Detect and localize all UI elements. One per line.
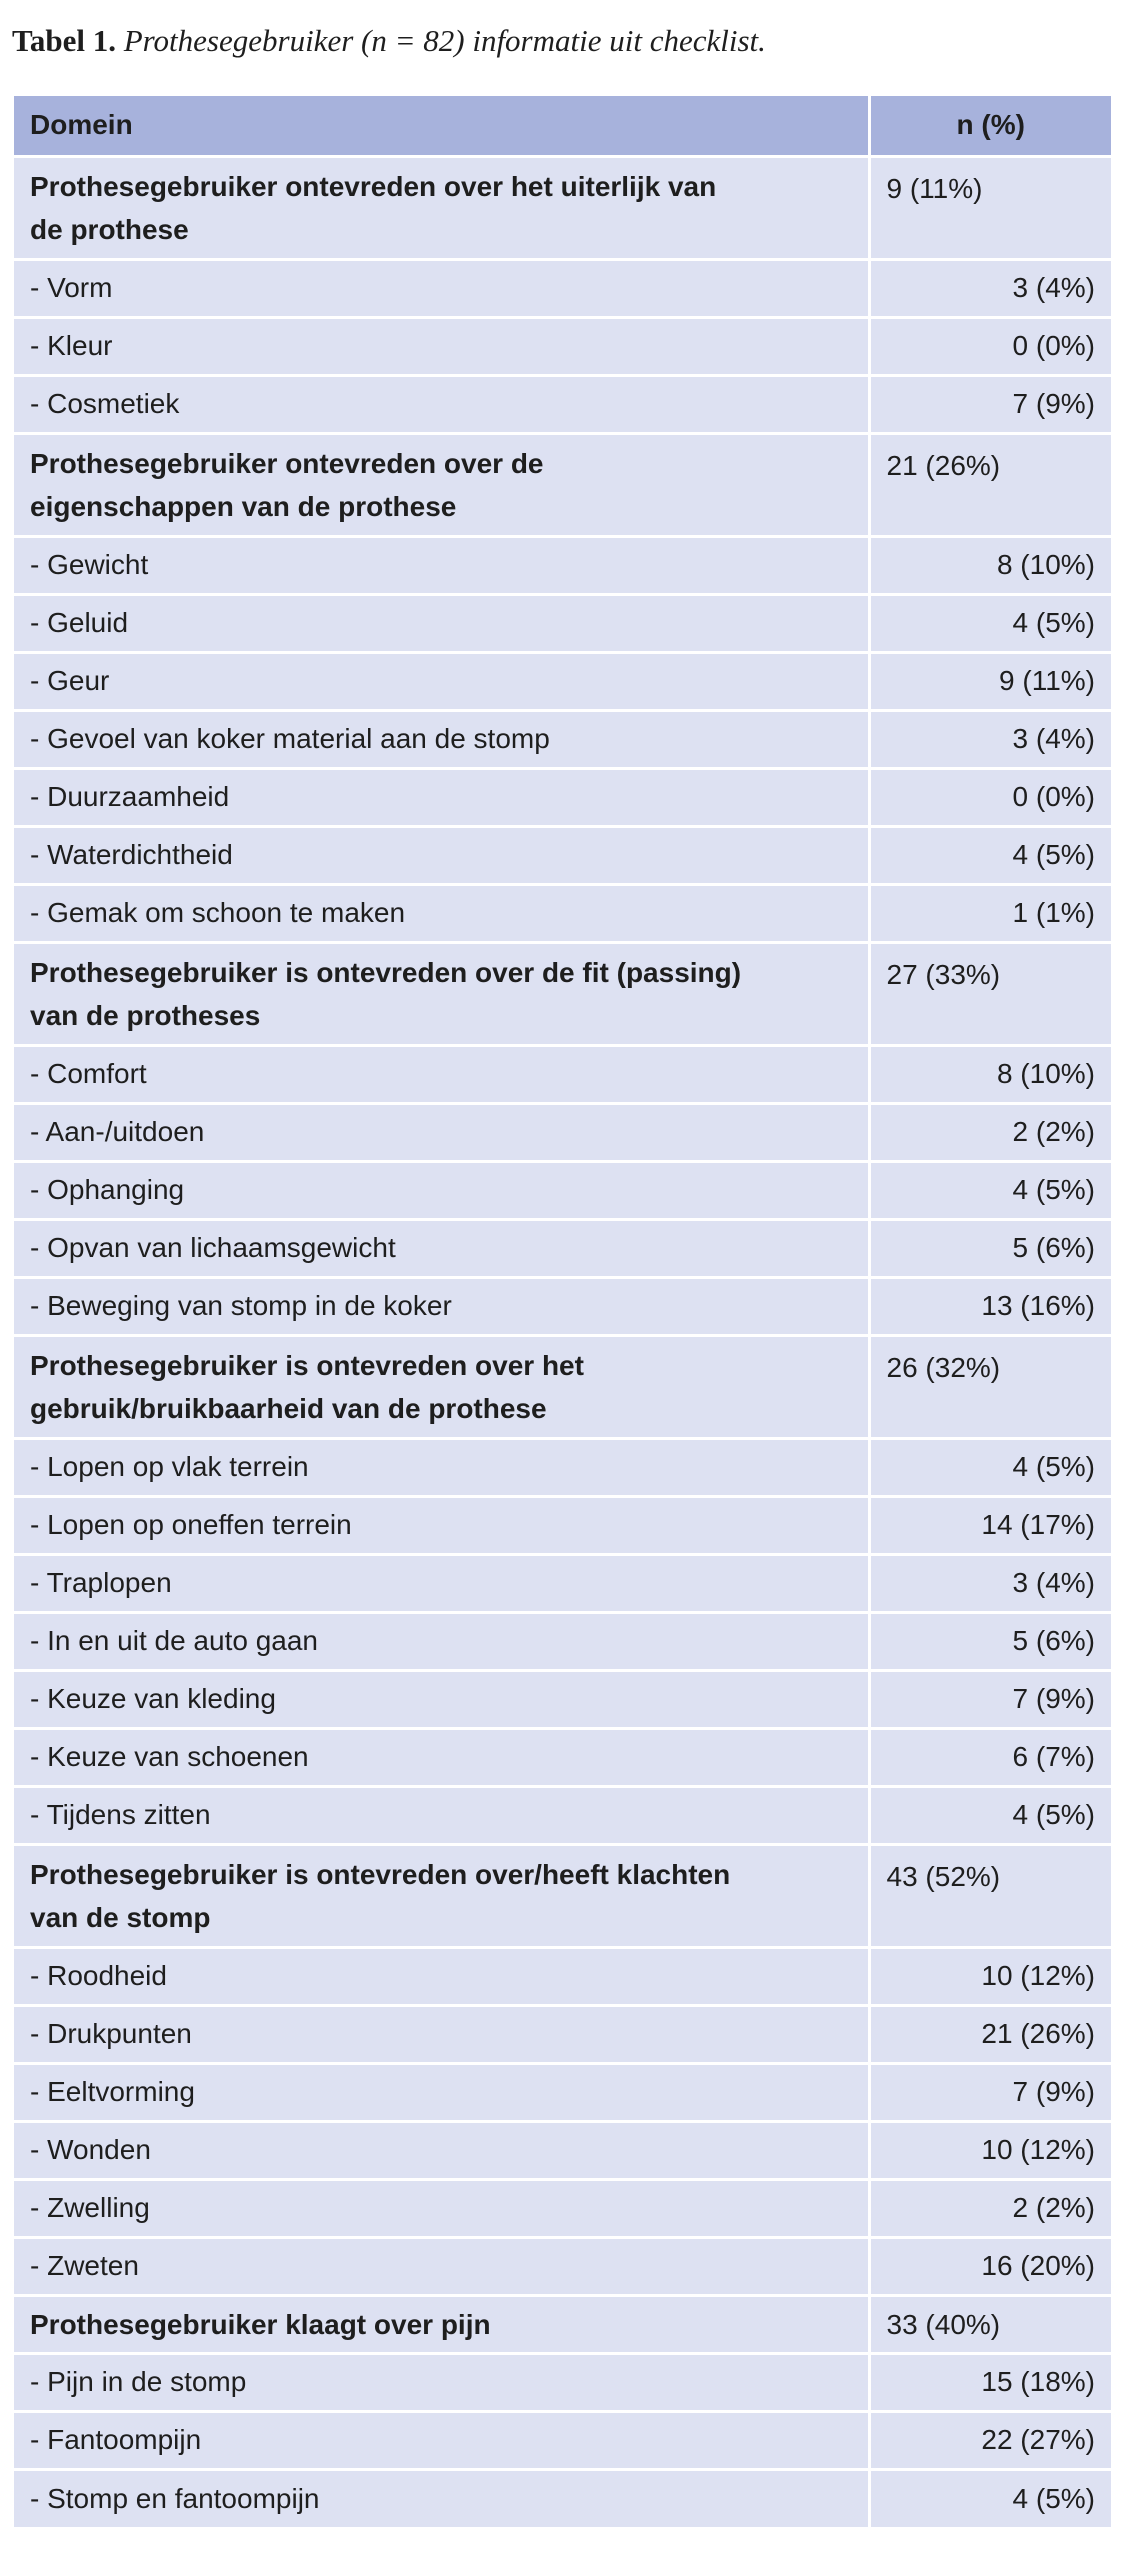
domain-value: 26 (32%) <box>869 1335 1111 1438</box>
domain-label-cell <box>14 1844 869 1947</box>
item-row <box>14 1496 1111 1554</box>
item-value: 2 (2%) <box>869 2179 1111 2237</box>
item-label: - Eeltvorming <box>14 2063 869 2121</box>
domain-label-cell <box>14 1335 869 1438</box>
item-row <box>14 826 1111 884</box>
item-label: - Geluid <box>14 594 869 652</box>
item-row <box>14 1103 1111 1161</box>
item-value: 14 (17%) <box>869 1496 1111 1554</box>
table-body <box>14 156 1111 2527</box>
domain-label-cell <box>14 156 869 259</box>
item-label: - Keuze van kleding <box>14 1670 869 1728</box>
domain-row <box>14 433 1111 536</box>
item-row <box>14 1670 1111 1728</box>
item-row <box>14 2353 1111 2411</box>
item-label: - Opvan van lichaamsgewicht <box>14 1219 869 1277</box>
item-row <box>14 2121 1111 2179</box>
item-label: - Duurzaamheid <box>14 768 869 826</box>
item-value: 10 (12%) <box>869 1947 1111 2005</box>
item-label: - Ophanging <box>14 1161 869 1219</box>
domain-row <box>14 1844 1111 1947</box>
item-value: 4 (5%) <box>869 1438 1111 1496</box>
item-row <box>14 2411 1111 2469</box>
item-row <box>14 317 1111 375</box>
domain-label-cell <box>14 2295 869 2353</box>
header-domain: Domein <box>14 96 869 156</box>
item-label: - Wonden <box>14 2121 869 2179</box>
domain-value: 43 (52%) <box>869 1844 1111 1947</box>
item-label: - Beweging van stomp in de koker <box>14 1277 869 1335</box>
item-value: 5 (6%) <box>869 1612 1111 1670</box>
item-label: - Gemak om schoon te maken <box>14 884 869 942</box>
item-row <box>14 1438 1111 1496</box>
domain-label: Prothesegebruiker is ontevreden over de fit (passing) van de protheses <box>30 956 742 1031</box>
item-value: 7 (9%) <box>869 375 1111 433</box>
item-label: - Lopen op oneffen terrein <box>14 1496 869 1554</box>
item-row <box>14 2237 1111 2295</box>
domain-label: Prothesegebruiker ontevreden over het uiterlijk van de prothese <box>30 170 717 245</box>
item-row <box>14 1728 1111 1786</box>
item-value: 3 (4%) <box>869 1554 1111 1612</box>
item-label: - Gevoel van koker material aan de stomp <box>14 710 869 768</box>
item-value: 0 (0%) <box>869 768 1111 826</box>
header-n: n (%) <box>869 96 1111 156</box>
checklist-table <box>14 96 1111 2527</box>
item-row <box>14 536 1111 594</box>
item-label: - Waterdichtheid <box>14 826 869 884</box>
item-value: 8 (10%) <box>869 536 1111 594</box>
item-value: 4 (5%) <box>869 1786 1111 1844</box>
domain-row <box>14 942 1111 1045</box>
item-row <box>14 884 1111 942</box>
domain-label: Prothesegebruiker klaagt over pijn <box>30 2308 491 2340</box>
item-value: 9 (11%) <box>869 652 1111 710</box>
caption-text: Prothesegebruiker (n = 82) informatie uit checklist. <box>123 23 766 58</box>
item-label: - Drukpunten <box>14 2005 869 2063</box>
item-label: - Zwelling <box>14 2179 869 2237</box>
item-label: - Aan-/uitdoen <box>14 1103 869 1161</box>
item-value: 21 (26%) <box>869 2005 1111 2063</box>
item-value: 7 (9%) <box>869 1670 1111 1728</box>
item-label: - Cosmetiek <box>14 375 869 433</box>
table-caption <box>12 16 1112 66</box>
item-label: - Pijn in de stomp <box>14 2353 869 2411</box>
item-label: - Kleur <box>14 317 869 375</box>
item-value: 15 (18%) <box>869 2353 1111 2411</box>
item-row <box>14 594 1111 652</box>
item-label: - Stomp en fantoompijn <box>14 2469 869 2527</box>
item-value: 3 (4%) <box>869 259 1111 317</box>
item-value: 4 (5%) <box>869 2469 1111 2527</box>
item-label: - Roodheid <box>14 1947 869 2005</box>
item-value: 5 (6%) <box>869 1219 1111 1277</box>
item-label: - Keuze van schoenen <box>14 1728 869 1786</box>
item-row <box>14 1554 1111 1612</box>
item-row <box>14 1277 1111 1335</box>
item-label: - Lopen op vlak terrein <box>14 1438 869 1496</box>
item-value: 8 (10%) <box>869 1045 1111 1103</box>
item-label: - Geur <box>14 652 869 710</box>
item-value: 4 (5%) <box>869 594 1111 652</box>
domain-label: Prothesegebruiker is ontevreden over het gebruik/bruikbaarheid van de prothese <box>30 1349 584 1424</box>
domain-row <box>14 2295 1111 2353</box>
item-value: 10 (12%) <box>869 2121 1111 2179</box>
table-header <box>14 96 1111 156</box>
item-value: 7 (9%) <box>869 2063 1111 2121</box>
item-label: - Zweten <box>14 2237 869 2295</box>
item-label: - In en uit de auto gaan <box>14 1612 869 1670</box>
domain-label-cell <box>14 942 869 1045</box>
item-row <box>14 710 1111 768</box>
item-row <box>14 375 1111 433</box>
item-row <box>14 768 1111 826</box>
item-row <box>14 1947 1111 2005</box>
domain-label-cell <box>14 433 869 536</box>
item-row <box>14 2005 1111 2063</box>
item-value: 4 (5%) <box>869 826 1111 884</box>
domain-row <box>14 1335 1111 1438</box>
item-value: 6 (7%) <box>869 1728 1111 1786</box>
item-row <box>14 1219 1111 1277</box>
item-label: - Tijdens zitten <box>14 1786 869 1844</box>
domain-value: 27 (33%) <box>869 942 1111 1045</box>
header-row <box>14 96 1111 156</box>
item-row <box>14 652 1111 710</box>
domain-label: Prothesegebruiker ontevreden over de eigenschappen van de prothese <box>30 447 544 522</box>
item-row <box>14 1612 1111 1670</box>
domain-value: 21 (26%) <box>869 433 1111 536</box>
item-row <box>14 2063 1111 2121</box>
item-label: - Gewicht <box>14 536 869 594</box>
item-row <box>14 1161 1111 1219</box>
domain-row <box>14 156 1111 259</box>
item-value: 16 (20%) <box>869 2237 1111 2295</box>
item-value: 4 (5%) <box>869 1161 1111 1219</box>
domain-value: 33 (40%) <box>869 2295 1111 2353</box>
caption-label: Tabel 1. <box>12 23 116 58</box>
item-value: 3 (4%) <box>869 710 1111 768</box>
item-label: - Comfort <box>14 1045 869 1103</box>
item-value: 22 (27%) <box>869 2411 1111 2469</box>
item-row <box>14 1045 1111 1103</box>
item-label: - Vorm <box>14 259 869 317</box>
item-row <box>14 2469 1111 2527</box>
domain-value: 9 (11%) <box>869 156 1111 259</box>
item-label: - Traplopen <box>14 1554 869 1612</box>
item-value: 1 (1%) <box>869 884 1111 942</box>
item-label: - Fantoompijn <box>14 2411 869 2469</box>
domain-label: Prothesegebruiker is ontevreden over/heeft klachten van de stomp <box>30 1858 731 1933</box>
item-value: 0 (0%) <box>869 317 1111 375</box>
item-value: 2 (2%) <box>869 1103 1111 1161</box>
item-row <box>14 1786 1111 1844</box>
item-row <box>14 2179 1111 2237</box>
item-row <box>14 259 1111 317</box>
item-value: 13 (16%) <box>869 1277 1111 1335</box>
